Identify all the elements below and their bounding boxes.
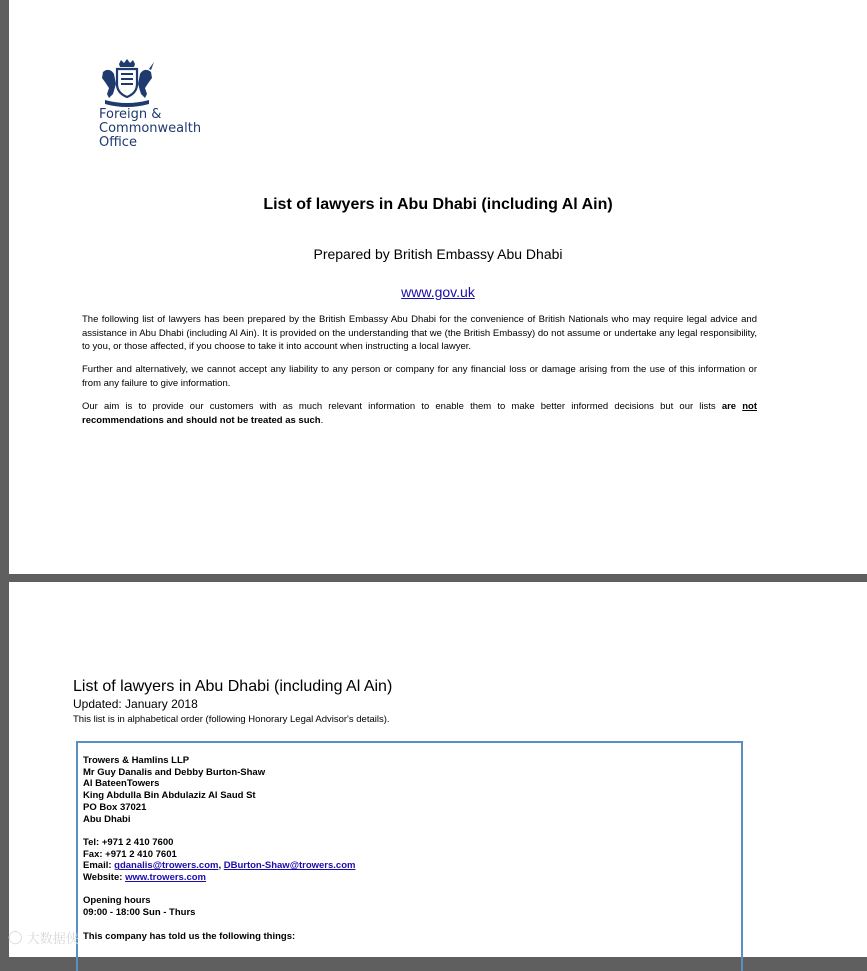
telephone: Tel: +971 2 410 7600 bbox=[83, 836, 174, 848]
aim-paragraph: Our aim is to provide our customers with as much relevant information to enable them to make better informed decisions but our lists are not recommendations and should not be treated as such. bbox=[82, 401, 758, 426]
email-link-1[interactable]: gdanalis@trowers.com bbox=[114, 860, 219, 872]
liability-paragraph: Further and alternatively, we cannot accept any liability to any person or company for any financial loss or damage arising from the use of this information or from any failure to give information. bbox=[82, 364, 757, 389]
document-page-1 bbox=[9, 0, 867, 574]
prepared-by: Prepared by British Embassy Abu Dhabi bbox=[313, 246, 563, 262]
company-statement-heading: This company has told us the following things: bbox=[83, 930, 296, 942]
document-title: List of lawyers in Abu Dhabi (including Al Ain) bbox=[263, 196, 613, 213]
email-line: Email: gdanalis@trowers.com, DBurton-Shaw@trowers.com bbox=[83, 860, 356, 872]
royal-coat-of-arms-icon bbox=[99, 58, 155, 108]
order-note: This list is in alphabetical order (following Honorary Legal Advisor's details). bbox=[73, 714, 390, 725]
weibo-icon: ◯ bbox=[8, 930, 23, 945]
address-po-box: PO Box 37021 bbox=[83, 801, 147, 813]
address-city: Abu Dhabi bbox=[83, 813, 131, 825]
address-street: King Abdulla Bin Abdulaziz Al Saud St bbox=[83, 790, 256, 802]
organisation-name: Foreign & Commonwealth Office bbox=[99, 107, 202, 150]
website-line: Website: www.trowers.com bbox=[83, 872, 207, 884]
fax: Fax: +971 2 410 7601 bbox=[83, 848, 177, 860]
watermark: ◯ 大数据侠 bbox=[8, 930, 79, 947]
gov-uk-link[interactable]: www.gov.uk bbox=[401, 284, 475, 300]
list-title: List of lawyers in Abu Dhabi (including Al Ain) bbox=[73, 678, 393, 695]
website-link[interactable]: www.trowers.com bbox=[125, 872, 207, 884]
lawyer-entry-box bbox=[76, 741, 743, 971]
opening-hours: 09:00 - 18:00 Sun - Thurs bbox=[83, 907, 196, 919]
intro-paragraph: The following list of lawyers has been prepared by the British Embassy Abu Dhabi for the convenience of British Nationals who may require legal advice and assistance in Abu Dhabi (including Al Ain). It is provided on the understanding that we (the British Embassy) do not assume or undertake any legal responsibility, to you, or those affected, if you choose to take it into account when instructing a local lawyer. bbox=[82, 314, 757, 352]
email-link-2[interactable]: DBurton-Shaw@trowers.com bbox=[223, 860, 356, 872]
address-building: Al BateenTowers bbox=[83, 778, 160, 790]
firm-name: Trowers & Hamlins LLP bbox=[83, 755, 190, 766]
opening-hours-label: Opening hours bbox=[83, 895, 151, 907]
contact-names: Mr Guy Danalis and Debby Burton-Shaw bbox=[83, 766, 266, 778]
updated-date: Updated: January 2018 bbox=[73, 697, 198, 711]
